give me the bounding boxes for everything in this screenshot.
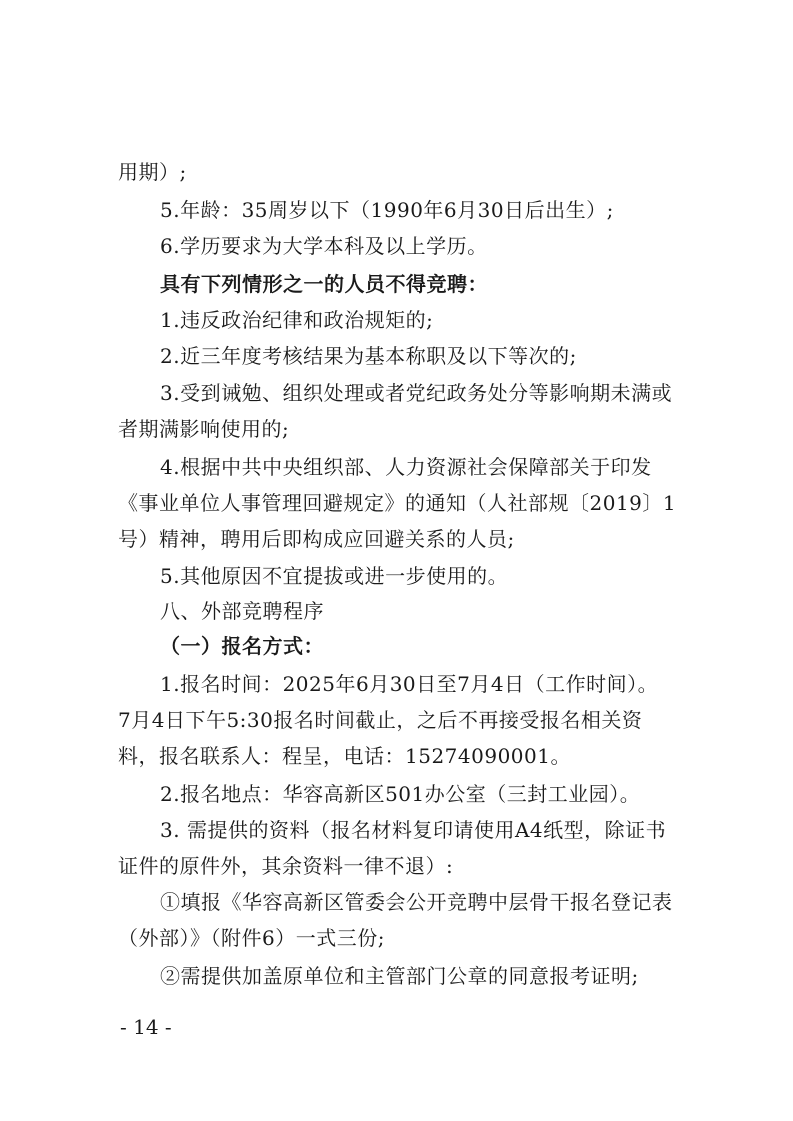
text-line-15: 1.报名时间：2025年6月30日至7月4日（工作时间）。 <box>160 672 659 696</box>
text-line-3: 6.学历要求为大学本科及以上学历。 <box>160 234 488 258</box>
text-line-2: 5.年龄：35周岁以下（1990年6月30日后出生）; <box>160 198 614 222</box>
text-line-19: 3. 需提供的资料（报名材料复印请使用A4纸型，除证书 <box>160 818 667 842</box>
text-line-16: 7月4日下午5:30报名时间截止，之后不再接受报名相关资 <box>118 708 643 732</box>
text-line-11: 号）精神，聘用后即构成应回避关系的人员; <box>118 527 515 551</box>
text-line-17: 料，报名联系人：程呈，电话：15274090001。 <box>118 744 571 768</box>
text-line-7: 3.受到诫勉、组织处理或者党纪政务处分等影响期未满或 <box>160 381 673 405</box>
subsection-heading-registration: （一）报名方式： <box>160 634 324 658</box>
text-line-5: 1.违反政治纪律和政治规矩的; <box>160 308 434 332</box>
text-line-22: （外部）》（附件6）一式三份; <box>118 926 385 950</box>
text-line-9: 4.根据中共中央组织部、人力资源社会保障部关于印发 <box>160 455 652 479</box>
text-line-6: 2.近三年度考核结果为基本称职及以下等次的; <box>160 344 577 368</box>
section-heading-disqualifications: 具有下列情形之一的人员不得竞聘： <box>160 272 488 296</box>
text-line-10: 《事业单位人事管理回避规定》的通知（人社部规〔2019〕1 <box>118 491 677 515</box>
page-number: - 14 - <box>120 1015 172 1039</box>
text-line-8: 者期满影响使用的; <box>118 417 290 441</box>
text-line-23: ②需提供加盖原单位和主管部门公章的同意报考证明; <box>160 964 639 988</box>
text-line-20: 证件的原件外，其余资料一律不退）: <box>118 854 454 878</box>
text-line-12: 5.其他原因不宜提拔或进一步使用的。 <box>160 564 509 588</box>
text-line-1: 用期）; <box>118 160 187 184</box>
text-line-21: ①填报《华容高新区管委会公开竞聘中层骨干报名登记表 <box>160 890 673 914</box>
section-heading-external-procedure: 八、外部竞聘程序 <box>160 599 324 623</box>
text-line-18: 2.报名地点：华容高新区501办公室（三封工业园）。 <box>160 782 641 806</box>
